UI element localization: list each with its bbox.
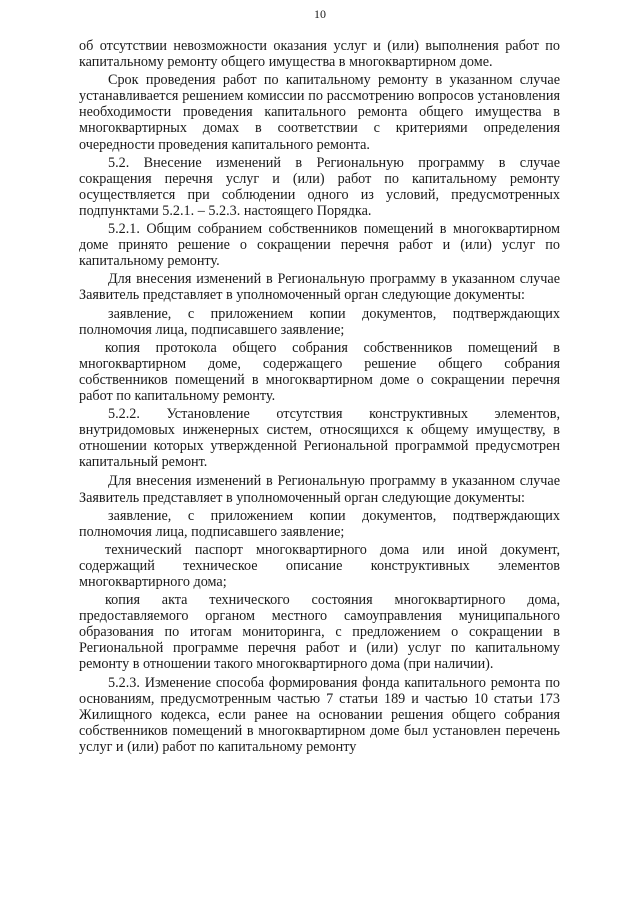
paragraph-5-2-3: 5.2.3. Изменение способа формирования фонда капитального ремонта по основаниям, предусмотренным частью 7 статьи 189 и частью 10 статьи 173 Жилищного кодекса, если ранее на основании решения общего собрания собственников помещений в многоквартирном доме был установлен перечень услуг и (или) работ по капитальному ремонту — [79, 674, 560, 755]
paragraph-documents-intro-2: Для внесения изменений в Региональную программу в указанном случае Заявитель представляет в уполномоченный орган следующие документы: — [79, 473, 560, 506]
paragraph-application-1: заявление, с приложением копии документов, подтверждающих полномочия лица, подписавшего заявление; — [79, 305, 560, 338]
paragraph-documents-intro-1: Для внесения изменений в Региональную программу в указанном случае Заявитель представляет в уполномоченный орган следующие документы: — [79, 271, 560, 304]
paragraph-technical-passport: технический паспорт многоквартирного дома или иной документ, содержащий техническое описание конструктивных элементов многоквартирного дома; — [79, 541, 560, 590]
document-body — [79, 38, 560, 757]
page-number: 10 — [314, 7, 326, 21]
paragraph-5-2-1: 5.2.1. Общим собранием собственников помещений в многоквартирном доме принято решение о сокращении перечня работ и (или) услуг по капитальному ремонту. — [79, 221, 560, 270]
paragraph-technical-act: копия акта технического состояния многоквартирного дома, предоставляемого органом местного самоуправления муниципального образования по итогам мониторинга, с предложением о сокращении в Региональной программе перечня работ и (или) услуг по капитальному ремонту в отношении такого многоквартирного дома (при наличии). — [79, 592, 560, 673]
paragraph-application-2: заявление, с приложением копии документов, подтверждающих полномочия лица, подписавшего заявление; — [79, 507, 560, 540]
paragraph-protocol-copy: копия протокола общего собрания собственников помещений в многоквартирном доме, содержащего решение общего собрания собственников помещений в многоквартирном доме о сокращении перечня работ по капитальному ремонту. — [79, 339, 560, 404]
paragraph-repair-deadline: Срок проведения работ по капитальному ремонту в указанном случае устанавливается решением комиссии по рассмотрению вопросов установления необходимости проведения капитального ремонта общего имущества в многоквартирных домах в соответствии с критериями определения очередности проведения капитального ремонта. — [79, 72, 560, 153]
paragraph-5-2-2: 5.2.2. Установление отсутствия конструктивных элементов, внутридомовых инженерных систем, относящихся к общему имуществу, в отношении которых утвержденной Региональной программой предусмотрен капитальный ремонт. — [79, 406, 560, 471]
paragraph-5-2: 5.2. Внесение изменений в Региональную программу в случае сокращения перечня услуг и (или) работ по капитальному ремонту осуществляется при соблюдении одного из условий, предусмотренных подпунктами 5.2.1. – 5.2.3. настоящего Порядка. — [79, 154, 560, 219]
paragraph-continuation: об отсутствии невозможности оказания услуг и (или) выполнения работ по капитальному ремонту общего имущества в многоквартирном доме. — [79, 38, 560, 71]
